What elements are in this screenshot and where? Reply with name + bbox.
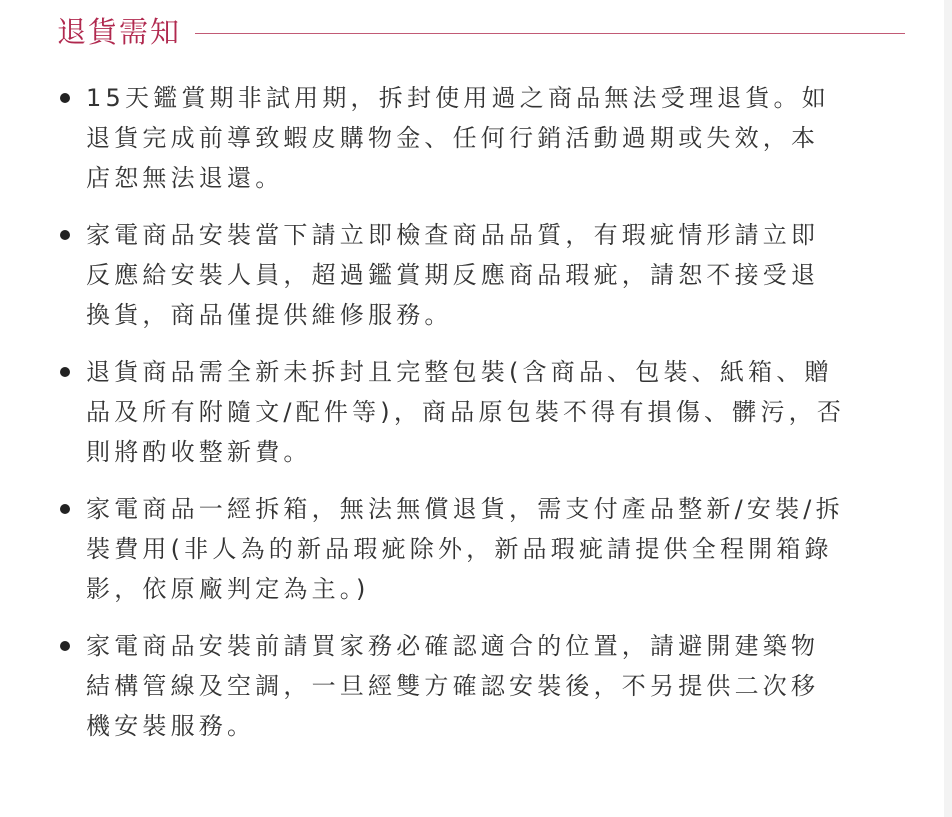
notice-line: 裝費用(非人為的新品瑕疵除外，新品瑕疵請提供全程開箱錄 (86, 535, 833, 563)
bullet-icon (60, 230, 70, 240)
bullet-icon (60, 641, 70, 651)
section-title: 退貨需知 (57, 15, 182, 49)
list-item (0, 215, 886, 335)
bullet-icon (60, 504, 70, 514)
notice-line: 換貨，商品僅提供維修服務。 (86, 301, 453, 329)
notice-line: 店恕無法退還。 (86, 164, 284, 192)
notice-line: 家電商品安裝當下請立即檢查商品品質，有瑕疵情形請立即 (86, 221, 820, 249)
notice-line: 結構管線及空調，一旦經雙方確認安裝後，不另提供二次移 (86, 672, 820, 700)
notice-line: 反應給安裝人員，超過鑑賞期反應商品瑕疵，請恕不接受退 (86, 261, 820, 289)
notice-line: 家電商品一經拆箱，無法無償退貨，需支付產品整新/安裝/拆 (86, 495, 844, 523)
list-item (0, 78, 886, 198)
bullet-icon (60, 367, 70, 377)
notice-line: 退貨商品需全新未拆封且完整包裝(含商品、包裝、紙箱、贈 (86, 358, 833, 386)
section-header (57, 10, 905, 54)
list-item (0, 352, 886, 472)
notice-line: 15天鑑賞期非試用期，拆封使用過之商品無法受理退貨。如 (86, 84, 830, 112)
notice-line: 退貨完成前導致蝦皮購物金、任何行銷活動過期或失效，本 (86, 124, 820, 152)
notice-line: 影，依原廠判定為主。) (86, 575, 370, 603)
notice-line: 家電商品安裝前請買家務必確認適合的位置，請避開建築物 (86, 632, 820, 660)
scrollbar-track[interactable] (944, 0, 952, 817)
notice-line: 則將酌收整新費。 (86, 438, 312, 466)
bullet-icon (60, 93, 70, 103)
notice-list (0, 78, 886, 763)
list-item (0, 626, 886, 746)
notice-line: 品及所有附隨文/配件等)，商品原包裝不得有損傷、髒污，否 (86, 398, 846, 426)
title-divider (195, 33, 905, 34)
list-item (0, 489, 886, 609)
notice-line: 機安裝服務。 (86, 712, 256, 740)
